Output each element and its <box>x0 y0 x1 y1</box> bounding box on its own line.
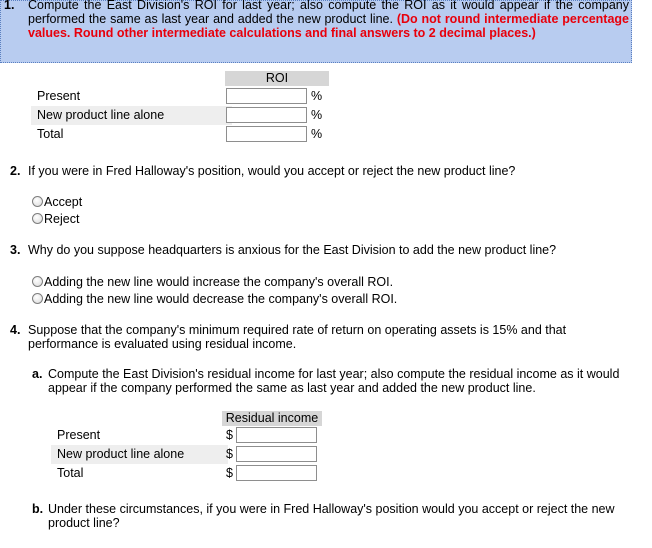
question-4-number: 4. <box>10 323 21 337</box>
dollar-sign: $ <box>226 447 233 461</box>
reject-radio[interactable] <box>32 213 43 224</box>
roi-row-label-new-product-line: New product line alone <box>31 106 232 125</box>
question-3-text: Why do you suppose headquarters is anxious for the East Division to add the new product line? <box>28 243 557 257</box>
dollar-sign: $ <box>226 466 233 480</box>
roi-row-label-total: Total <box>31 125 232 144</box>
rounding-instruction: (Do not round intermediate percentage values. Round other intermediate calculations and final answers to 2 decimal places.) <box>28 12 629 40</box>
roi-total-input[interactable] <box>226 126 307 142</box>
question-4b-letter: b. <box>32 502 44 516</box>
question-1-text <box>28 0 629 40</box>
roi-new-product-line-input[interactable] <box>226 107 307 123</box>
question-4-text: Suppose that the company's minimum required rate of return on operating assets is 15% and that performance is evaluated using residual income. <box>28 323 567 351</box>
question-4b-text: Under these circumstances, if you were in Fred Halloway's position would you accept or reject the new product line? <box>48 502 615 530</box>
ri-total-input[interactable] <box>236 465 317 481</box>
increase-roi-option-label[interactable]: Adding the new line would increase the company's overall ROI. <box>44 275 394 289</box>
accept-radio[interactable] <box>32 196 43 207</box>
question-2-text: If you were in Fred Halloway's position, would you accept or reject the new product line? <box>28 164 516 178</box>
ri-row-label-new-product-line: New product line alone <box>51 445 228 464</box>
question-1-number: 1. <box>4 0 15 12</box>
residual-income-column-header: Residual income <box>222 411 322 426</box>
question-4a-letter: a. <box>32 367 43 381</box>
decrease-roi-option-label[interactable]: Adding the new line would decrease the company's overall ROI. <box>44 292 398 306</box>
ri-present-input[interactable] <box>236 427 317 443</box>
accept-option-label[interactable]: Accept <box>44 195 83 209</box>
roi-row-label-present: Present <box>31 87 232 106</box>
decrease-roi-radio[interactable] <box>32 293 43 304</box>
percent-unit: % <box>311 108 323 122</box>
question-4a-text: Compute the East Division's residual income for last year; also compute the residual income as it would appear if the company performed the same as last year and added the new product line. <box>48 367 620 395</box>
ri-new-product-line-input[interactable] <box>236 446 317 462</box>
dollar-sign: $ <box>226 428 233 442</box>
ri-row-label-present: Present <box>51 426 228 445</box>
ri-row-label-total: Total <box>51 464 228 483</box>
question-2-number: 2. <box>10 164 21 178</box>
roi-column-header: ROI <box>225 71 329 86</box>
percent-unit: % <box>311 127 323 141</box>
increase-roi-radio[interactable] <box>32 276 43 287</box>
question-1-prompt: Compute the East Division's ROI for last year; also compute the ROI as it would appear if the company performed the same as last year and added the new product line. <box>28 0 629 26</box>
roi-present-input[interactable] <box>226 88 307 104</box>
question-3-number: 3. <box>10 243 21 257</box>
reject-option-label[interactable]: Reject <box>44 212 80 226</box>
percent-unit: % <box>311 89 323 103</box>
